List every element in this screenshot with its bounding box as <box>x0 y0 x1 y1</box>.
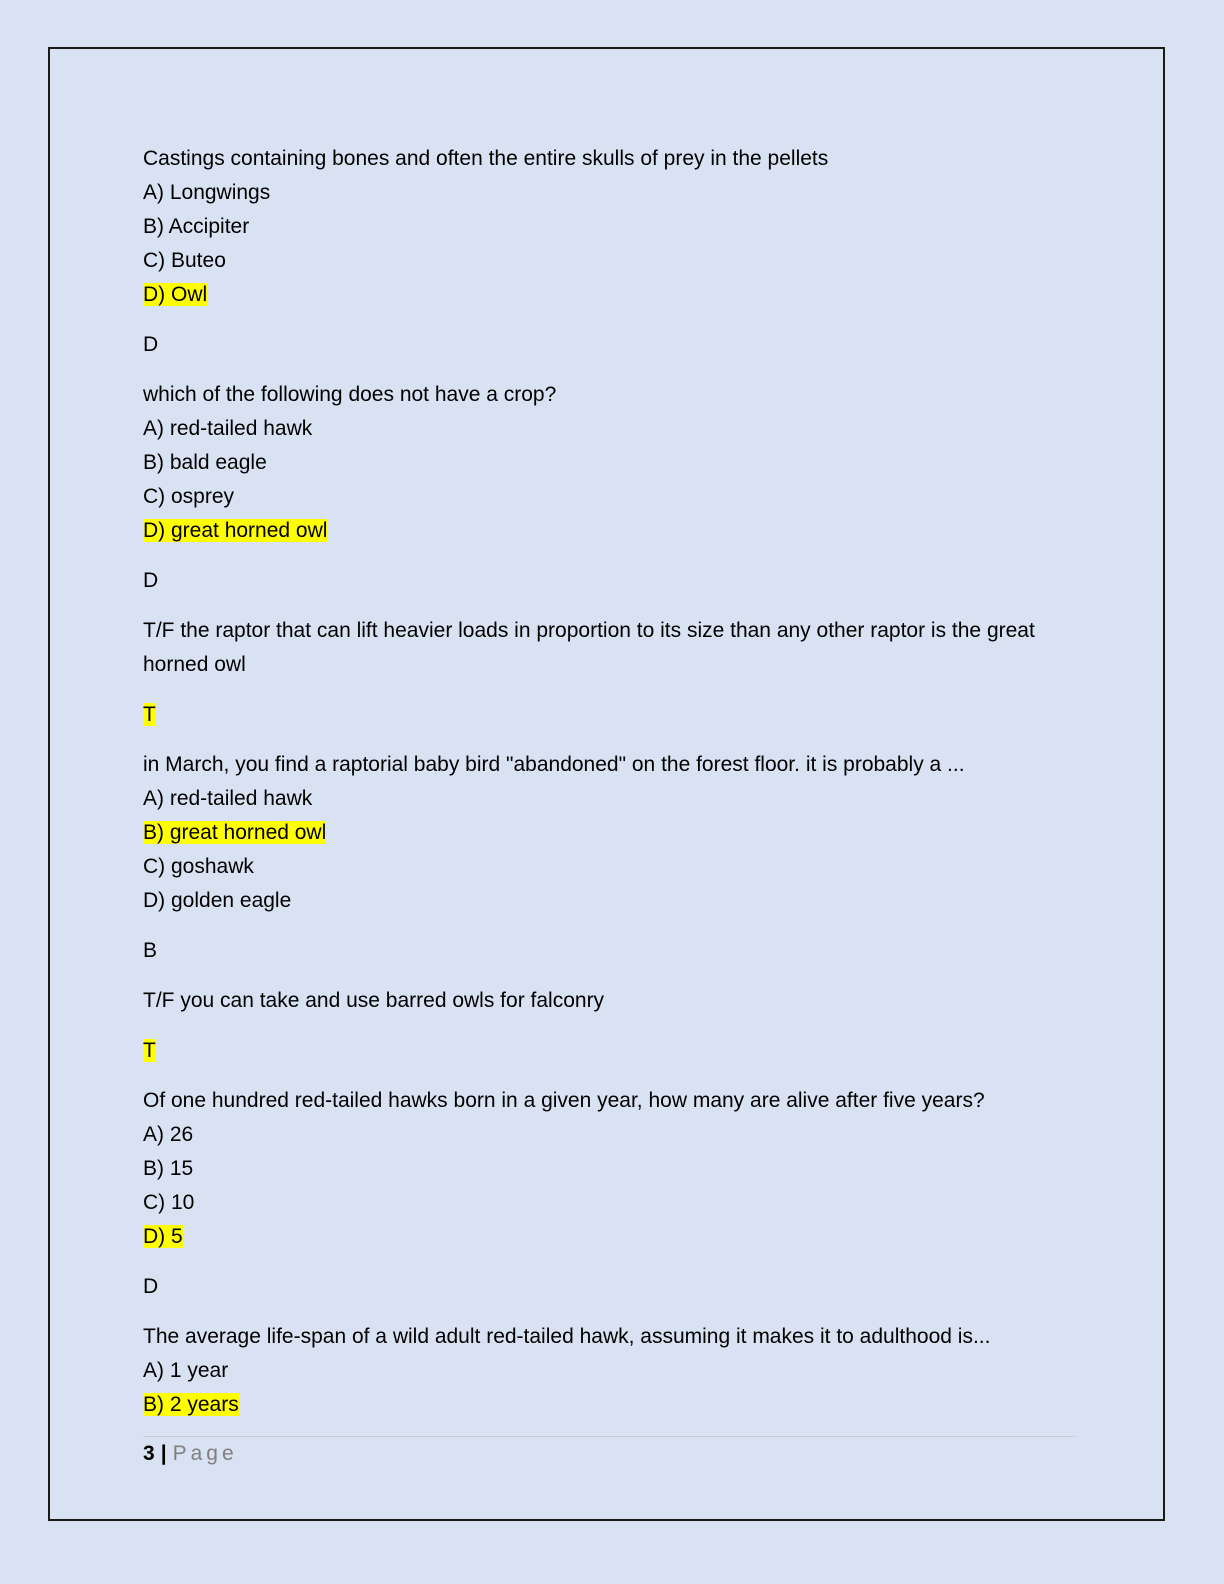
question-text: T/F the raptor that can lift heavier loads in proportion to its size than any other raptor is the great horned owl <box>143 619 1035 676</box>
answer-key: D <box>143 1275 159 1298</box>
answer-option: C) Buteo <box>143 249 226 272</box>
answer-key: T <box>143 1039 156 1062</box>
answer-key: D <box>143 333 159 356</box>
answer-option: B) 15 <box>143 1157 194 1180</box>
answer-key: T <box>143 703 156 726</box>
question-text: Of one hundred red-tailed hawks born in a given year, how many are alive after five years? <box>143 1089 985 1112</box>
answer-option: A) Longwings <box>143 181 271 204</box>
question-text: T/F you can take and use barred owls for falconry <box>143 989 605 1012</box>
question-text: Castings containing bones and often the entire skulls of prey in the pellets <box>143 147 829 170</box>
answer-key: D <box>143 569 159 592</box>
correct-answer-option: D) Owl <box>143 283 208 306</box>
answer-option: A) red-tailed hawk <box>143 787 313 810</box>
correct-answer-option: D) great horned owl <box>143 519 328 542</box>
footer-divider <box>143 1436 1075 1437</box>
answer-option: B) Accipiter <box>143 215 250 238</box>
document-body <box>143 142 1043 1422</box>
answer-option: A) 26 <box>143 1123 194 1146</box>
answer-option: A) red-tailed hawk <box>143 417 313 440</box>
answer-option: C) osprey <box>143 485 235 508</box>
footer-separator: | <box>160 1442 167 1465</box>
answer-option: C) goshawk <box>143 855 254 878</box>
question-text: which of the following does not have a crop? <box>143 383 557 406</box>
question-text: The average life-span of a wild adult red-tailed hawk, assuming it makes it to adulthood is... <box>143 1325 991 1348</box>
page-footer <box>143 1440 238 1468</box>
answer-key: B <box>143 939 158 962</box>
correct-answer-option: B) great horned owl <box>143 821 327 844</box>
page-number: 3 <box>143 1442 155 1465</box>
answer-option: A) 1 year <box>143 1359 229 1382</box>
answer-option: B) bald eagle <box>143 451 267 474</box>
answer-option: D) golden eagle <box>143 889 292 912</box>
correct-answer-option: B) 2 years <box>143 1393 239 1416</box>
question-text: in March, you find a raptorial baby bird "abandoned" on the forest floor. it is probably a ... <box>143 753 965 776</box>
correct-answer-option: D) 5 <box>143 1225 183 1248</box>
answer-option: C) 10 <box>143 1191 195 1214</box>
page-label: Page <box>172 1442 238 1465</box>
